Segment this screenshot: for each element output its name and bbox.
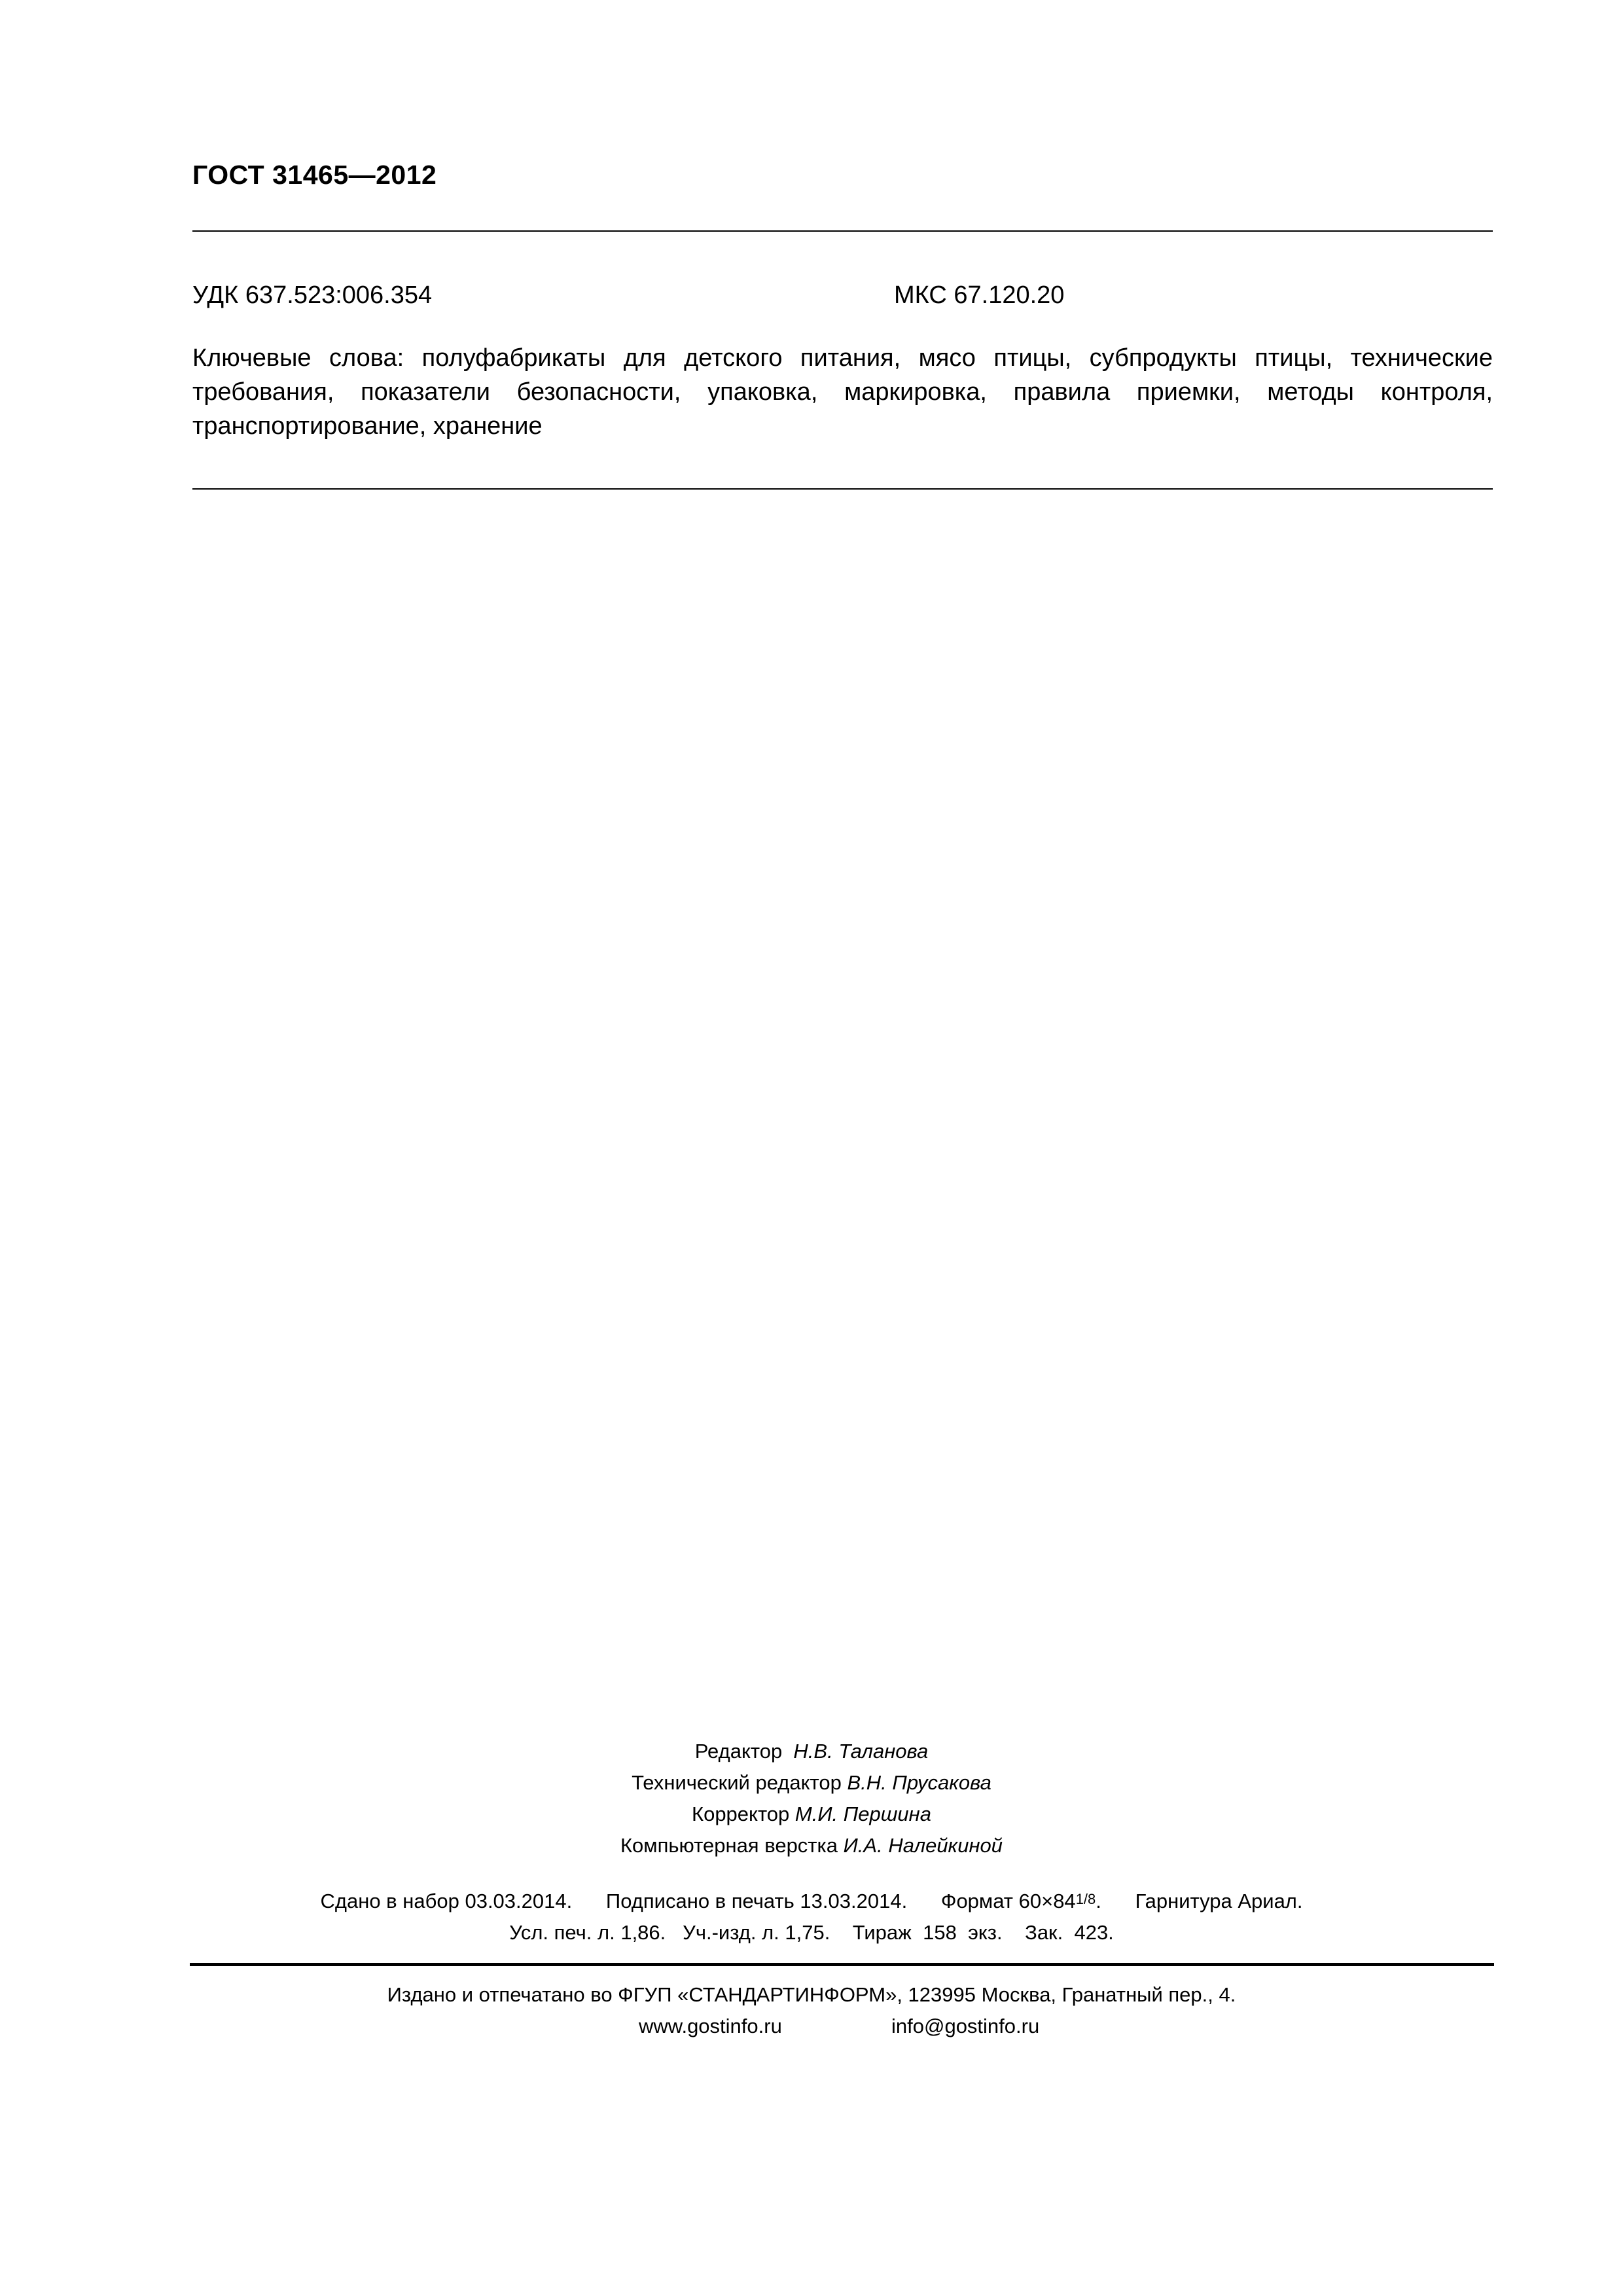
credit-layout-name: И.А. Налейкиной <box>843 1834 1003 1857</box>
credit-corrector <box>0 1799 1623 1830</box>
credit-editor-name: Н.В. Таланова <box>793 1740 929 1763</box>
imprint-typeface: Гарнитура Ариал. <box>1135 1890 1303 1912</box>
imprint-line-2 <box>0 1921 1623 1945</box>
bottom-divider <box>190 1963 1494 1966</box>
publisher-website[interactable]: www.gostinfo.ru <box>639 2015 782 2037</box>
top-divider <box>192 230 1493 232</box>
keywords-line-2: требования, показатели безопасности, упаковка, маркировка, правила приемки, методы контроля, <box>192 378 1493 406</box>
credit-layout <box>0 1830 1623 1861</box>
keywords-line-3: транспортирование, хранение <box>192 412 543 440</box>
keywords-line-1: Ключевые слова: полуфабрикаты для детского питания, мясо птицы, субпродукты птицы, технические <box>192 344 1493 372</box>
credit-corrector-role: Корректор <box>692 1803 790 1825</box>
imprint-circulation: Тираж 158 экз. <box>852 1921 1003 1944</box>
credit-tech-editor-name: В.Н. Прусакова <box>847 1771 991 1794</box>
publisher-email[interactable]: info@gostinfo.ru <box>891 2015 1040 2037</box>
credit-editor <box>0 1736 1623 1767</box>
credit-tech-editor-role: Технический редактор <box>632 1771 842 1794</box>
imprint-publ-sheets: Уч.-изд. л. 1,75. <box>683 1921 830 1944</box>
imprint-order: Зак. 423. <box>1025 1921 1114 1944</box>
imprint-submitted: Сдано в набор 03.03.2014. <box>320 1890 573 1912</box>
keywords-divider <box>192 488 1493 490</box>
credits-block <box>0 1736 1623 1861</box>
keywords-block <box>192 341 1493 443</box>
credit-tech-editor <box>0 1767 1623 1799</box>
imprint-line-1: Сдано в набор 03.03.2014. Подписано в печать 13.03.2014. Формат 60×841/8. Гарнитура Ариал. <box>320 1890 1303 1912</box>
imprint-format-fraction: 1/8 <box>1075 1891 1096 1907</box>
imprint-signed: Подписано в печать 13.03.2014. <box>605 1890 908 1912</box>
credit-editor-role: Редактор <box>694 1740 783 1763</box>
imprint-print-sheets: Усл. печ. л. 1,86. <box>509 1921 666 1944</box>
imprint-format: Формат 60×84 <box>940 1890 1076 1912</box>
mks-code: МКС 67.120.20 <box>894 281 1065 309</box>
credit-layout-role: Компьютерная верстка <box>620 1834 838 1857</box>
publisher-line: Издано и отпечатано во ФГУП «СТАНДАРТИНФОРМ», 123995 Москва, Гранатный пер., 4. <box>387 1983 1236 2006</box>
udk-code: УДК 637.523:006.354 <box>192 281 433 309</box>
credit-corrector-name: М.И. Першина <box>794 1803 931 1825</box>
document-code: ГОСТ 31465—2012 <box>192 160 437 190</box>
